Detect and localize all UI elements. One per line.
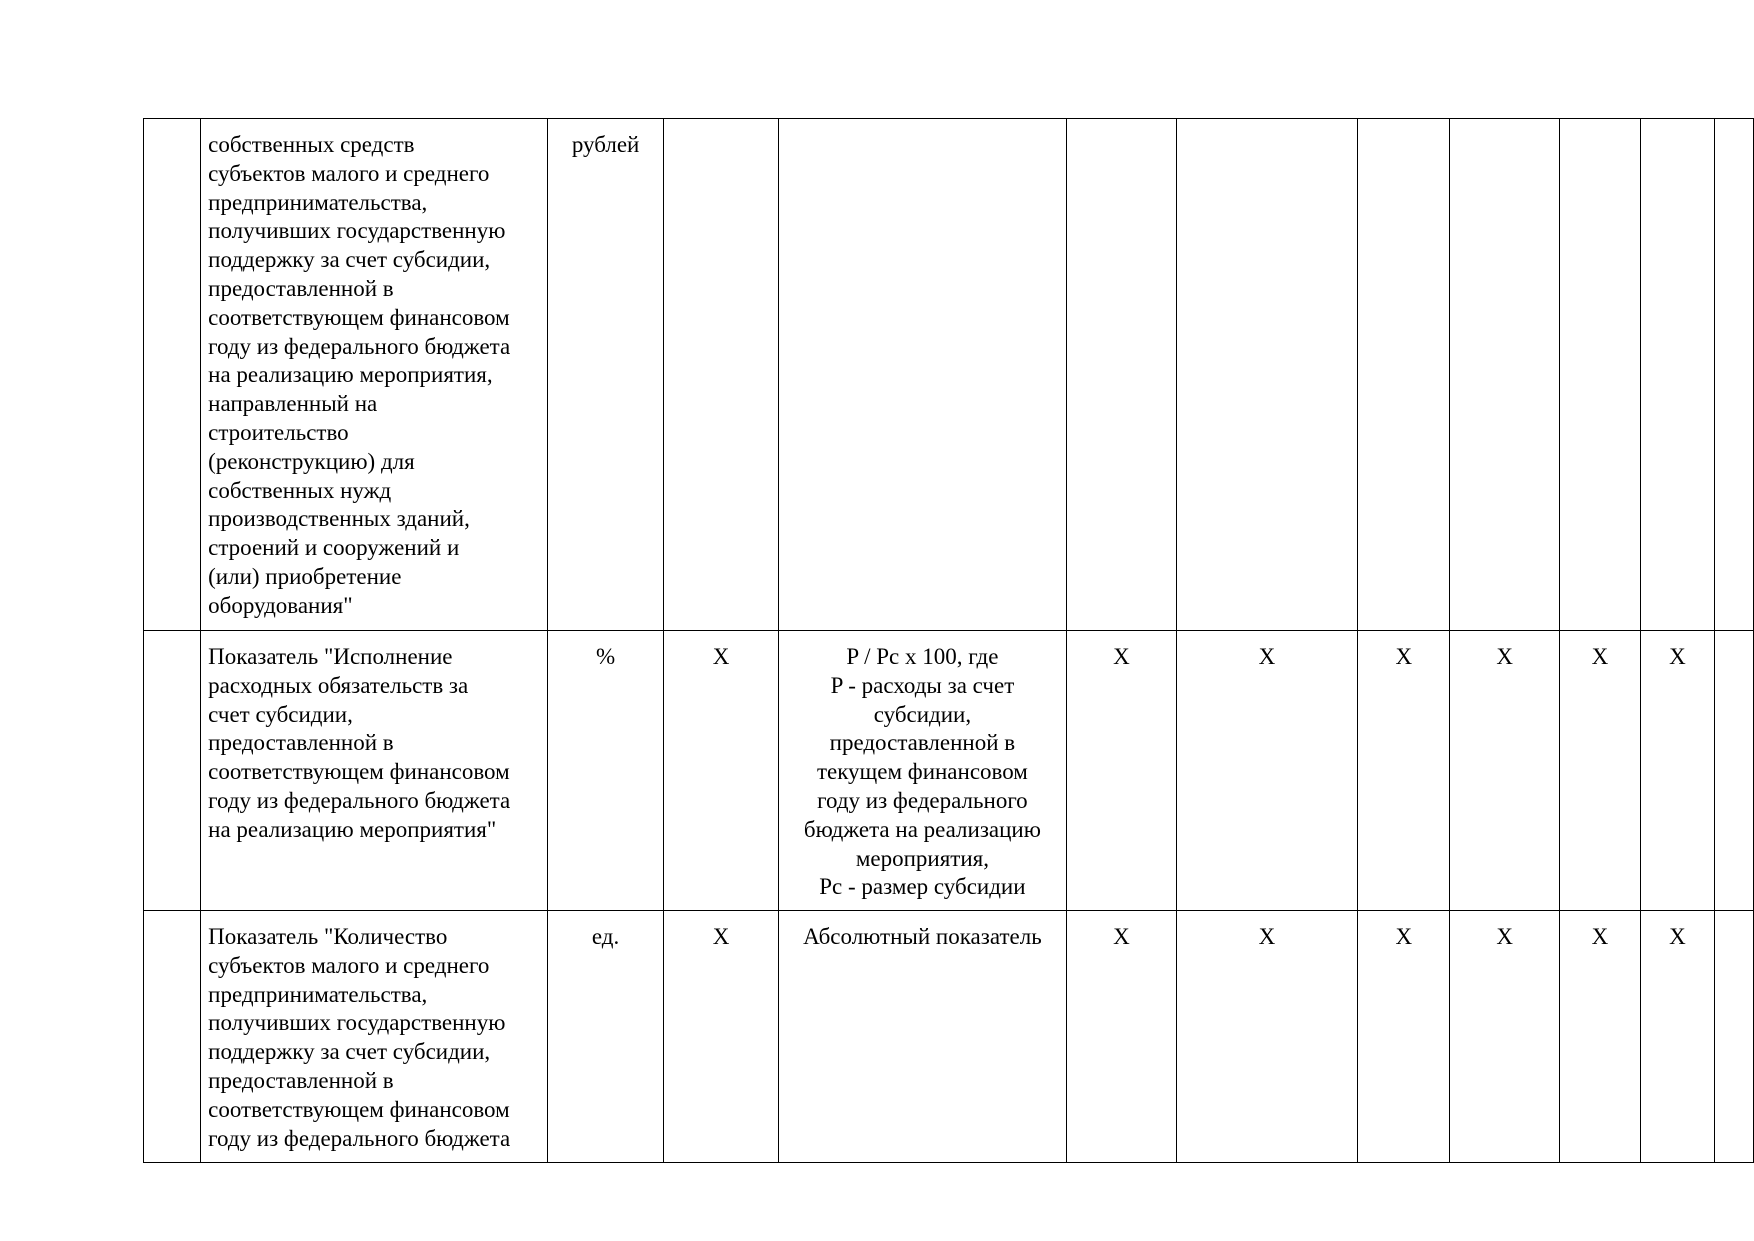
value-cell [664,119,778,631]
text-line: на реализацию мероприятия, [208,362,493,388]
formula-line: P / Pc x 100, где [846,644,999,669]
formula-line: Pc - размер субсидии [819,874,1026,900]
value-cell: X [664,911,778,1163]
value-cell: X [1450,911,1560,1163]
formula-line: мероприятия, [855,845,989,871]
indicator-table [143,118,1754,1163]
text-line: предоставленной в [208,730,394,756]
text-line: Показатель "Количество [208,924,448,949]
formula-line: субсидии, [873,701,972,727]
indicator-name-cell [201,631,548,911]
formula-cell [778,911,1066,1163]
text-line: собственных средств [208,132,415,157]
value-cell: X [1560,911,1641,1163]
formula-line: году из федерального [817,787,1028,813]
table-row [144,911,1754,1163]
formula-line: бюджета на реализацию [803,816,1041,842]
indicator-name-cell [201,911,548,1163]
unit-cell: рублей [547,119,664,631]
text-line: оборудования" [208,592,353,618]
value-cell [1560,119,1641,631]
formula-cell [778,119,1066,631]
formula-line: P - расходы за счет [830,672,1015,698]
table-row [144,631,1754,911]
text-line: на реализацию мероприятия" [208,816,497,842]
value-cell: X [1067,911,1177,1163]
text-line: предоставленной в [208,1067,394,1093]
value-cell: X [1067,631,1177,911]
text-line: соответствующем финансовом [208,759,510,785]
value-cell: X [1176,911,1357,1163]
formula-cell [778,631,1066,911]
text-line: поддержку за счет субсидии, [208,247,491,273]
row-number-cell [144,911,201,1163]
text-line: соответствующем финансовом [208,1096,510,1122]
value-cell [1714,911,1753,1163]
text-line: получивших государственную [208,1010,506,1036]
value-cell: X [1176,631,1357,911]
indicator-name-cell [201,119,548,631]
value-cell: X [1358,911,1450,1163]
text-line: году из федерального бюджета [208,1125,511,1151]
text-line: Показатель "Исполнение [208,644,453,669]
text-line: субъектов малого и среднего [208,160,490,186]
formula-line: Абсолютный показатель [803,924,1042,949]
value-cell [1450,119,1560,631]
text-line: (реконструкцию) для [208,448,415,474]
unit-cell: ед. [547,911,664,1163]
text-line: году из федерального бюджета [208,333,511,359]
text-line: направленный на [208,391,378,417]
value-cell [1176,119,1357,631]
text-line: соответствующем финансовом [208,304,510,330]
value-cell [1640,119,1714,631]
text-line: субъектов малого и среднего [208,952,490,978]
text-line: предпринимательства, [208,981,428,1007]
text-line: предоставленной в [208,275,394,301]
text-line: строительство [208,419,349,445]
text-line: производственных зданий, [208,506,470,532]
text-line: (или) приобретение [208,563,402,589]
text-line: получивших государственную [208,218,506,244]
row-number-cell [144,631,201,911]
text-line: строений и сооружений и [208,535,460,561]
value-cell: X [1640,631,1714,911]
value-cell [1714,631,1753,911]
text-line: расходных обязательств за [208,672,469,698]
value-cell [1358,119,1450,631]
value-cell: X [1450,631,1560,911]
formula-line: текущем финансовом [816,759,1028,785]
formula-line: предоставленной в [829,730,1016,756]
value-cell: X [1640,911,1714,1163]
value-cell: X [1358,631,1450,911]
value-cell: X [664,631,778,911]
value-cell: X [1560,631,1641,911]
value-cell [1067,119,1177,631]
value-cell [1714,119,1753,631]
row-number-cell [144,119,201,631]
unit-cell: % [547,631,664,911]
text-line: счет субсидии, [208,701,353,727]
text-line: году из федерального бюджета [208,787,511,813]
table-row [144,119,1754,631]
text-line: предпринимательства, [208,189,428,215]
text-line: собственных нужд [208,477,392,503]
text-line: поддержку за счет субсидии, [208,1039,491,1065]
